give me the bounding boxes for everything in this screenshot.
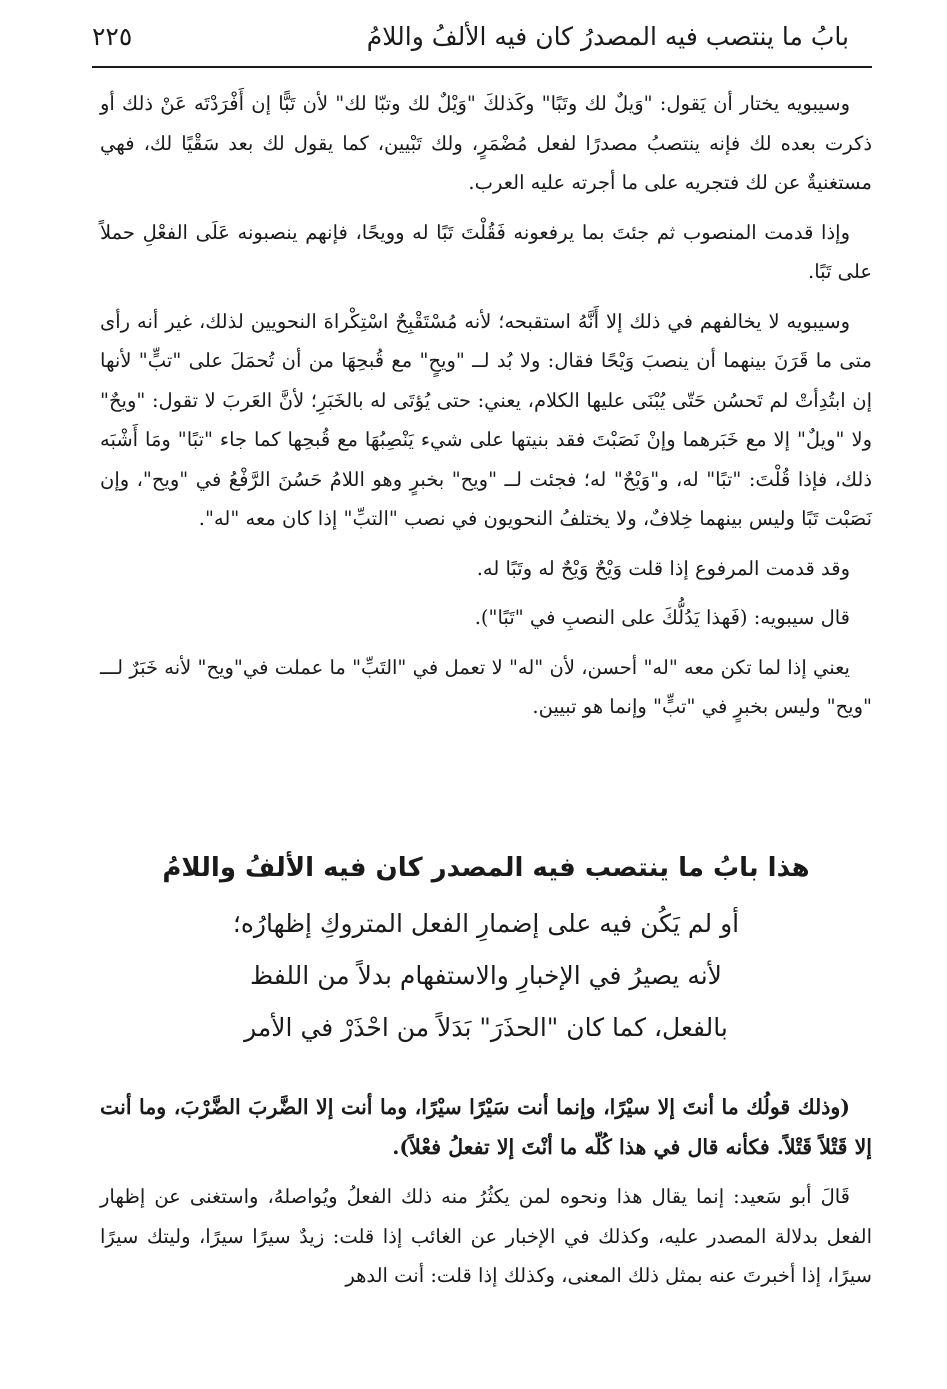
paragraph: يعني إذا لما تكن معه "له" أحسن، لأن "له" لا تعمل في "التَبِّ" ما عملت في"ويح" لأنه خَبَرٌ لـــ "ويح" وليس بخبرٍ في "تبٍّ" وإنما هو تبيين.	[100, 655, 872, 718]
page-number: ٢٢٥	[92, 22, 133, 51]
body-text-upper	[100, 84, 872, 737]
page-header	[92, 18, 849, 60]
paragraph: وقد قدمت المرفوع إذا قلت وَيْحٌ وَيْحٌ له وتَبًا له.	[476, 556, 850, 580]
header-rule	[92, 66, 872, 68]
chapter-title: هذا بابُ ما ينتصب فيه المصدر كان فيه الألفُ واللامُ	[162, 853, 810, 883]
paragraph: وسيبويه يختار أن يَقول: "وَيلٌ لك وتَبًا" وكَذلكَ "وَيْلٌ لك وتبّا لك" لأن تَبًّا إن أَفْرَدْتَه عَنْ ذلك أو ذكرت بعده لك فإنه ينتصبُ مصدرًا لفعل مُضْمَرٍ، ولك تَبْيين، كما يقول لك بعد سَقْيًا لك، فهي مستغنيةٌ عن لك فتجريه على ما أجرته عليه العرب.	[100, 92, 872, 194]
paragraph: وإذا قدمت المنصوب ثم جئتَ بما يرفعونه فَقُلْتَ تَبًا له وويحًا، فإنهم ينصبونه عَلَى الفعْلِ حملاً على تَبًا.	[100, 220, 872, 283]
paragraph: قَالَ أبو سَعيد: إنما يقال هذا ونحوه لمن يكثُرُ منه ذلك الفعلُ ويُواصلهُ، واستغنى عن إظهار الفعل بدلالة المصدر عليه، وكذلك في الإخبار عن الغائب إذا قلت: زيدٌ سيرًا سيرًا، وليتك سيرًا سيرًا، إذا أخبرتَ عنه بمثل ذلك المعنى، وكذلك إذا قلت: أنت الدهر	[100, 1185, 872, 1287]
body-text-lower	[100, 1088, 872, 1306]
chapter-subtitle-line: بالفعل، كما كان "الحذَرَ" بَدَلاً من احْذَرْ في الأمر	[244, 1013, 728, 1042]
chapter-subtitle-line: لأنه يصيرُ في الإخبارِ والاستفهام بدلاً من اللفظ	[250, 961, 722, 990]
quoted-paragraph: (وذلك قولُك ما أنتَ إلا سيْرًا، وإنما أنت سَيْرًا سيْرًا، وما أنت إلا الضَّربَ الضَّرْبَ، وما أنت إلا قَتْلاً قَتْلاً. فكأنه قال في هذا كُلّه ما أنْتَ إلا تفعلُ فعْلاً).	[100, 1095, 872, 1159]
running-head: بابُ ما ينتصب فيه المصدرُ كان فيه الألفُ واللامُ	[366, 22, 849, 51]
chapter-heading	[100, 838, 872, 1054]
chapter-subtitle-line: أو لم يَكُن فيه على إضمارِ الفعل المتروكِ إظهارُه؛	[232, 909, 740, 938]
paragraph: وسيبويه لا يخالفهم في ذلك إلا أَنَّهُ استقبحه؛ لأنه مُسْتَقْبِحٌ اسْتِكْراهَ النحويين لذلك، غير أنه رأى متى ما قَرَنَ بينهما أن ينصبَ وَيْحًا فقال: ولا بُد لــ "ويحٍ" مع قُبحِهَا من أن تُحمَلَ على "تبٍّ" لأنها إن ابتُدِأتْ لم تَحسُن حَتّى يُبْنَى عليها الكلام، يعني: حتى يُؤتَى له بالخَبَرِ؛ لأنَّ العَربَ لا تقول: "ويحٌ" ولا "ويلٌ" إلا مع خَبَرهما وإنْ نَصَبْتَ فقد بنيتها على شيء يَنْصِبُهَا مع قُبحِها كما جاء "تبًا" ومَا أَشْبَه ذلك، فإذا قُلْتَ: "تبًا" له، و"وَيْحٌ" له؛ فجئت لــ "ويح" بخبرٍ وهو اللامُ حَسُنَ الرَّفْعُ في "ويح"، وإن نَصَبْت تَبًا وليس بينهما خِلافٌ، ولا يختلفُ النحويون في نصب "التبِّ" إذا كان معه "له".	[100, 309, 872, 530]
paragraph: قال سيبويه: (فَهذا يَدُلُّكَ على النصبِ في "تَبًا").	[474, 606, 850, 629]
